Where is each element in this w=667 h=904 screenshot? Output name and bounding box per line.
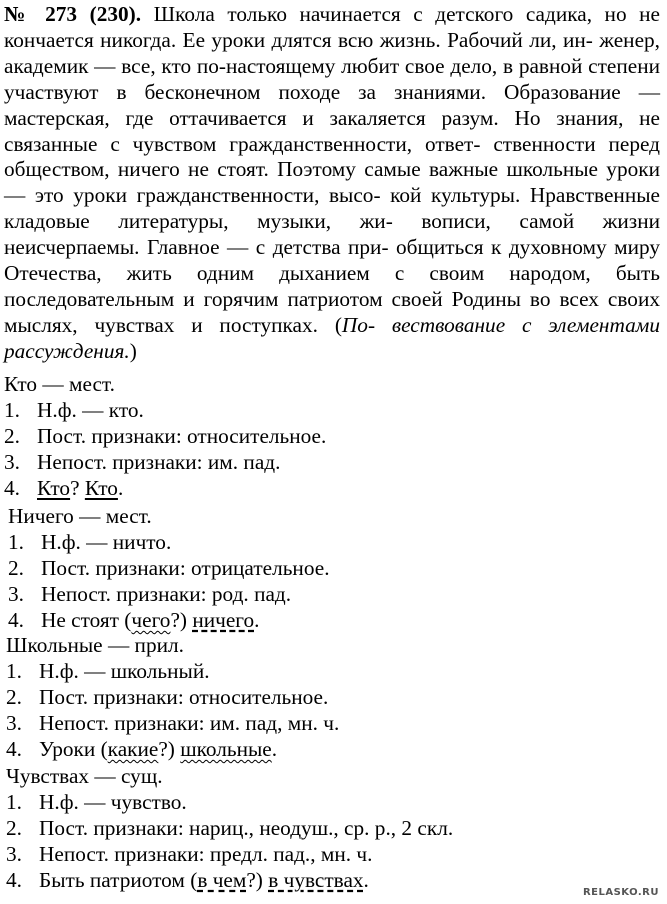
analysis-heading: Школьные — прил. <box>6 633 184 657</box>
list-item: 3. Непост. признаки: предл. пад., мн. ч. <box>6 842 373 866</box>
text-line: Но знания, не связанные с чувством гражданственности, ответ- <box>4 105 660 156</box>
list-item: 2. Пост. признаки: относительное. <box>6 685 329 709</box>
analysis-nichego <box>8 503 330 633</box>
analysis-kto <box>4 371 326 501</box>
genre-note: (По- вествование с элементами рассуждения.) <box>4 312 660 363</box>
list-item: 2. Пост. признаки: относительное. <box>4 424 327 448</box>
list-item: 3. Непост. признаки: им. пад, мн. ч. <box>6 711 340 735</box>
list-item: 4. Уроки (какие?) школьные. <box>6 737 278 761</box>
list-item: 4. Не стоят (чего?) ничего. <box>8 608 260 632</box>
text-line: равной степени участвуют в бесконечном походе за знаниями. <box>4 53 661 104</box>
text-line: кончается никогда. Ее уроки длятся всю жизнь. Рабочий ли, ин- <box>4 27 593 52</box>
analysis-shkolnye <box>6 632 339 762</box>
list-item: 3. Непост. признаки: им. пад. <box>4 450 281 474</box>
exercise-paragraph <box>4 2 660 365</box>
list-item: 3. Непост. признаки: род. пад. <box>8 582 292 606</box>
analysis-chuvstvah <box>6 763 453 893</box>
list-item: 1. Н.ф. — ничто. <box>8 530 172 554</box>
text-line: женер, академик — все, кто по-настоящему любит свое дело, в <box>4 27 661 78</box>
text-line: Школа только начинается с детского садика, но не <box>153 2 660 26</box>
text-line: кой культуры. Нравственные кладовые литературы, музыки, жи- <box>4 183 660 234</box>
text-line: Образование — мастерская, где оттачивается и закаляется разум. <box>4 79 660 130</box>
text-line: вописи, самой жизни неисчерпаемы. Главное — с детства при- <box>4 209 660 260</box>
text-line: своей Родины во всех своих мыслях, чувствах и поступках. <box>4 286 660 337</box>
list-item: 4. Кто? Кто. <box>4 476 124 500</box>
list-item: 2. Пост. признаки: нариц., неодуш., ср. р., 2 скл. <box>6 816 454 840</box>
analysis-heading: Ничего — мест. <box>8 504 152 528</box>
analysis-heading: Кто — мест. <box>4 372 115 396</box>
list-item: 1. Н.ф. — школьный. <box>6 659 210 683</box>
text-line: важные школьные уроки — это уроки гражданственности, высо- <box>4 157 660 208</box>
list-item: 4. Быть патриотом (в чем?) в чувствах. <box>6 868 369 892</box>
text-line: общиться к духовному миру Отечества, жить одним дыханием с <box>4 235 660 286</box>
exercise-number: № 273 (230). <box>4 2 142 26</box>
watermark: RELASKO.RU <box>582 887 659 898</box>
analysis-heading: Чувствах — сущ. <box>6 764 163 788</box>
list-item: 2. Пост. признаки: отрицательное. <box>8 556 330 580</box>
list-item: 1. Н.ф. — чувство. <box>6 790 187 814</box>
text-line: своим народом, быть последовательным и горячим патриотом <box>4 261 660 311</box>
list-item: 1. Н.ф. — кто. <box>4 398 144 422</box>
text-line: ственности перед обществом, ничего не стоят. Поэтому самые <box>4 131 660 182</box>
